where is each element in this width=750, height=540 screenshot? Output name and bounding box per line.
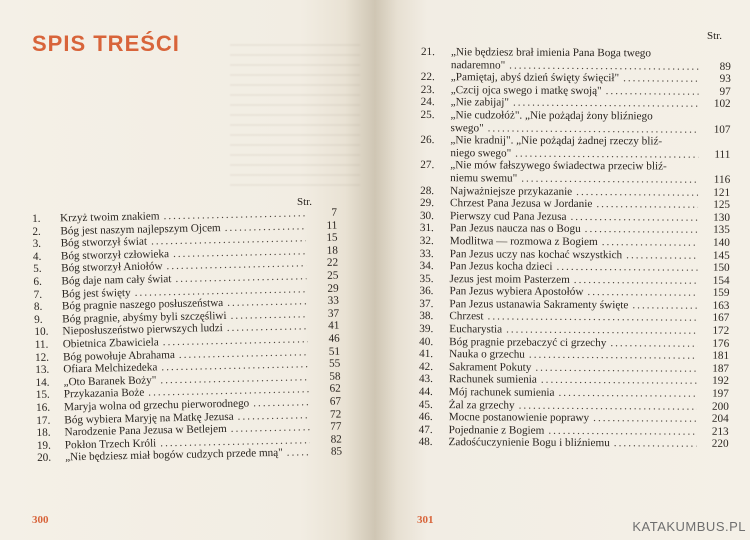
dot-leader — [585, 223, 698, 236]
entry-page: 33 — [327, 294, 340, 307]
entry-page: 22 — [326, 256, 339, 270]
entry-number: 13. — [35, 363, 50, 377]
dot-leader — [614, 438, 697, 451]
dot-leader — [587, 286, 697, 299]
entry-page: 111 — [714, 148, 731, 161]
entry-number: 14. — [35, 376, 50, 389]
entry-number: 8. — [33, 300, 43, 314]
entry-title: Nieposłuszeństwo pierwszych ludzi — [62, 322, 223, 338]
entry-page: 97 — [719, 85, 731, 98]
dot-leader — [506, 324, 697, 338]
entry-page: 213 — [711, 425, 729, 438]
entry-number: 23. — [420, 83, 435, 96]
entry-page: 102 — [713, 98, 731, 111]
entry-title: „Nie zabijaj" — [450, 96, 510, 109]
entry-title: Sakrament Pokuty — [449, 361, 532, 374]
entry-page: 192 — [712, 375, 729, 388]
entry-title: Modlitwa — rozmowa z Bogiem — [449, 235, 598, 248]
dot-leader — [548, 425, 696, 438]
entry-title: Bóg pragnie naszego posłuszeństwa — [61, 297, 224, 313]
entry-page: 29 — [327, 282, 339, 295]
watermark: KATAKUMBUS.PL — [632, 519, 746, 534]
entry-page: 82 — [330, 433, 342, 446]
entry-title: Pan Jezus naucza nas o Bogu — [449, 222, 581, 236]
entry-number: 19. — [36, 439, 51, 452]
entry-title: „Nie mów fałszywego świadectwa przeciw bliź- — [450, 159, 667, 173]
entry-number: 46. — [418, 411, 433, 424]
entry-page: 220 — [711, 438, 729, 451]
entry-page: 77 — [330, 420, 342, 433]
right-page — [375, 0, 750, 540]
entry-title: „Pamiętaj, abyś dzień święty święcił" — [450, 71, 620, 85]
dot-leader — [253, 396, 309, 410]
entry-page: 107 — [713, 123, 731, 136]
entry-page: 58 — [329, 370, 341, 383]
page-column-label: Str. — [707, 30, 722, 42]
entry-page: 67 — [329, 395, 342, 408]
entry-page: 41 — [328, 319, 340, 333]
dot-leader — [515, 147, 698, 161]
entry-page: 145 — [712, 249, 730, 262]
entry-title-continued: niego swego" — [450, 146, 512, 160]
entry-title: „Nie będziesz brał imienia Pana Boga twego — [450, 46, 652, 60]
dot-leader — [521, 173, 698, 187]
entry-title: Pierwszy cud Pana Jezusa — [449, 209, 567, 223]
entry-number: 41. — [419, 348, 434, 361]
entry-title: Bóg pragnie przebaczyć ci grzechy — [449, 335, 607, 349]
toc-entry — [420, 159, 730, 186]
dot-leader — [287, 447, 311, 460]
entry-number: 47. — [418, 423, 433, 436]
entry-page: 197 — [712, 387, 729, 400]
entry-title: Pokłon Trzech Króli — [64, 437, 157, 452]
dot-leader — [602, 236, 698, 249]
entry-page: 187 — [712, 362, 730, 375]
entry-number: 2. — [32, 225, 41, 238]
entry-page: 89 — [719, 60, 731, 73]
page-title: SPIS TREŚCI — [32, 31, 180, 56]
entry-number: 45. — [418, 398, 433, 411]
entry-title: Obietnica Zbawiciela — [62, 336, 159, 351]
entry-title: Mocne postanowienie poprawy — [448, 411, 590, 425]
dot-leader — [610, 337, 697, 350]
entry-page: 72 — [329, 408, 342, 421]
entry-page: 116 — [713, 173, 731, 186]
toc-entry — [419, 436, 729, 450]
entry-page: 140 — [712, 236, 730, 249]
entry-page: 150 — [712, 261, 730, 274]
entry-page: 172 — [712, 324, 730, 337]
entry-title: Eucharystia — [449, 323, 503, 336]
entry-number: 10. — [34, 326, 49, 339]
entry-title: „Nie cudzołóż". „Nie pożądaj żony bliźniego — [450, 109, 653, 123]
entry-number: 16. — [35, 401, 51, 414]
entry-number: 37. — [419, 297, 434, 310]
entry-title: Pan Jezus wybiera Apostołów — [449, 285, 584, 299]
dot-leader — [576, 185, 698, 198]
entry-page: 130 — [713, 211, 730, 224]
dot-leader — [593, 412, 697, 425]
entry-title: Pan Jezus uczy nas kochać wszystkich — [449, 247, 623, 261]
entry-title-continued: niemu swemu" — [450, 172, 518, 185]
entry-number: 36. — [419, 285, 434, 298]
entry-title-continued: swego" — [450, 121, 484, 134]
entry-number: 28. — [420, 184, 435, 197]
dot-leader — [570, 211, 698, 224]
dot-leader — [529, 349, 697, 363]
entry-page: 154 — [712, 274, 730, 287]
entry-title: Krzyż twoim znakiem — [59, 210, 160, 225]
entry-number: 17. — [36, 414, 51, 427]
entry-number: 35. — [419, 272, 434, 285]
entry-number: 4. — [32, 250, 42, 263]
entry-page: 55 — [328, 357, 341, 370]
entry-title: Bóg stworzył świat — [60, 235, 148, 250]
entry-number: 40. — [419, 335, 434, 348]
entry-title: „Czcij ojca swego i matkę swoją" — [450, 83, 602, 97]
dot-leader — [596, 198, 698, 211]
entry-title: Narodzenie Pana Jezusa w Betlejem — [64, 423, 227, 439]
entry-title: Chrzest — [449, 310, 484, 323]
dot-leader — [541, 374, 697, 388]
entry-page: 159 — [712, 287, 730, 300]
entry-title: Najważniejsze przykazanie — [450, 184, 573, 198]
entry-page: 46 — [328, 332, 340, 345]
dot-leader — [574, 274, 698, 287]
entry-page: 167 — [712, 312, 730, 325]
entry-page: 85 — [330, 445, 343, 459]
entry-title: Bóg jest święty — [61, 286, 131, 300]
entry-page: 121 — [713, 186, 731, 199]
entry-page: 204 — [711, 413, 729, 426]
entry-number: 25. — [420, 108, 435, 122]
entry-number: 20. — [37, 451, 52, 465]
entry-title: „Oto Baranek Boży" — [63, 374, 157, 389]
entry-title: Bóg daje nam cały świat — [61, 273, 172, 288]
entry-number: 7. — [33, 288, 43, 301]
entry-page: 7 — [331, 206, 338, 219]
entry-page: 93 — [719, 73, 731, 86]
entry-title: „Nie będziesz miał bogów cudzych przede mną" — [65, 447, 283, 464]
entry-title: Bóg powołuje Abrahama — [62, 348, 175, 363]
dot-leader — [513, 97, 699, 111]
entry-number: 1. — [32, 212, 41, 225]
toc-list-left — [32, 207, 342, 465]
toc-entry — [420, 109, 730, 136]
entry-page: 11 — [326, 219, 338, 232]
entry-number: 9. — [34, 313, 43, 326]
entry-title: Bóg stworzył Aniołów — [61, 260, 163, 275]
entry-number: 5. — [33, 263, 42, 276]
entry-title: Pan Jezus ustanawia Sakramenty święte — [449, 298, 629, 312]
entry-title: „Nie kradnij". „Nie pożądaj żadnej rzeczy bliź- — [450, 134, 663, 148]
entry-title: Bóg pragnie, abyśmy byli szczęśliwi — [62, 309, 227, 326]
entry-page: 163 — [712, 299, 730, 312]
entry-number: 42. — [419, 360, 434, 373]
entry-page: 37 — [327, 307, 340, 320]
entry-number: 33. — [419, 247, 434, 260]
entry-number: 11. — [34, 338, 49, 351]
entry-number: 12. — [34, 351, 50, 364]
dot-leader — [632, 299, 697, 312]
dot-leader — [623, 72, 699, 85]
entry-number: 39. — [419, 323, 434, 336]
entry-number: 18. — [36, 426, 51, 440]
entry-title: Bóg jest naszym najlepszym Ojcem — [60, 221, 221, 238]
entry-page: 125 — [713, 198, 731, 212]
entry-number: 32. — [419, 234, 434, 247]
entry-title: Nauka o grzechu — [449, 348, 525, 361]
entry-title: Chrzest Pana Jezusa w Jordanie — [450, 197, 593, 211]
entry-number: 31. — [419, 222, 434, 235]
entry-number: 27. — [420, 159, 435, 172]
entry-page: 176 — [712, 337, 730, 350]
entry-title: Jezus jest moim Pasterzem — [449, 272, 570, 286]
dot-leader — [519, 399, 697, 413]
dot-leader — [535, 362, 697, 376]
entry-title: Pojednanie z Bogiem — [448, 423, 545, 437]
entry-page: 181 — [712, 350, 730, 363]
entry-title: Zadośćuczynienie Bogu i bliźniemu — [448, 436, 610, 450]
entry-page: 135 — [713, 224, 730, 237]
toc-entry — [421, 46, 731, 73]
entry-number: 26. — [420, 134, 435, 147]
dot-leader — [558, 387, 696, 400]
page-column-label: Str. — [297, 196, 312, 208]
toc-list-right — [419, 46, 731, 451]
entry-page: 25 — [327, 269, 339, 282]
entry-title: Przykazania Boże — [63, 387, 145, 401]
dot-leader — [606, 85, 699, 98]
entry-number: 38. — [419, 310, 434, 323]
entry-number: 43. — [418, 373, 433, 386]
bleed-through-text — [230, 44, 360, 194]
entry-number: 15. — [35, 388, 50, 402]
entry-title: Bóg stworzył człowieka — [60, 247, 170, 263]
entry-number: 22. — [420, 71, 435, 84]
entry-page: 200 — [711, 400, 729, 413]
toc-entry — [420, 134, 730, 161]
entry-title: Ofiara Melchizedeka — [63, 361, 158, 376]
page-number-left: 300 — [32, 514, 49, 526]
dot-leader — [626, 249, 698, 262]
entry-page: 62 — [329, 382, 341, 396]
dot-leader — [509, 59, 699, 73]
entry-number: 6. — [33, 275, 42, 288]
entry-page: 18 — [326, 244, 338, 257]
entry-title: Żal za grzechy — [448, 398, 515, 412]
entry-title-continued: nadaremno" — [450, 58, 506, 72]
entry-number: 21. — [420, 46, 435, 59]
entry-title: Bóg wybiera Maryję na Matkę Jezusa — [64, 410, 234, 426]
entry-number: 34. — [419, 260, 434, 273]
entry-number: 3. — [32, 238, 42, 251]
entry-number: 30. — [419, 209, 434, 222]
entry-page: 15 — [326, 231, 338, 245]
entry-number: 29. — [420, 197, 435, 210]
entry-title: Maryja wolna od grzechu pierworodnego — [63, 397, 250, 414]
entry-number: 48. — [418, 436, 433, 449]
entry-title: Rachunek sumienia — [448, 373, 537, 387]
dot-leader — [556, 261, 697, 274]
page-number-right: 301 — [417, 514, 434, 526]
entry-page: 51 — [328, 345, 341, 358]
entry-number: 44. — [418, 386, 433, 399]
entry-title: Mój rachunek sumienia — [448, 386, 555, 399]
entry-number: 24. — [420, 96, 435, 109]
entry-title: Pan Jezus kocha dzieci — [449, 260, 553, 273]
